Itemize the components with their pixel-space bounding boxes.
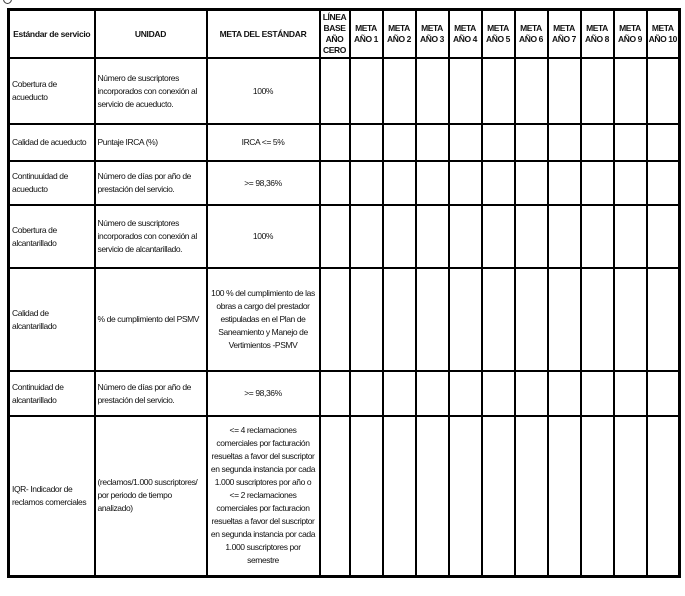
year-value-cell [548, 161, 581, 205]
year-value-cell [581, 205, 614, 268]
year-value-cell [548, 205, 581, 268]
year-value-cell [614, 416, 647, 576]
year-value-cell [449, 161, 482, 205]
year-value-cell [416, 58, 449, 124]
standard-cell: Cobertura de acueducto [9, 58, 95, 124]
year-value-cell [647, 124, 680, 161]
baseline-value-cell [320, 124, 350, 161]
year-value-cell [614, 161, 647, 205]
year-value-cell [647, 205, 680, 268]
year-value-cell [482, 268, 515, 371]
standard-cell: IQR- Indicador de reclamos comerciales [9, 416, 95, 576]
year-value-cell [383, 124, 416, 161]
year-value-cell [581, 371, 614, 416]
year-value-cell [350, 268, 383, 371]
year-value-cell [515, 124, 548, 161]
header-year-7: META AÑO 7 [548, 10, 581, 59]
year-value-cell [383, 161, 416, 205]
year-value-cell [416, 268, 449, 371]
year-value-cell [614, 268, 647, 371]
year-value-cell [383, 205, 416, 268]
year-value-cell [383, 416, 416, 576]
year-value-cell [581, 58, 614, 124]
header-year-8: META AÑO 8 [581, 10, 614, 59]
standard-cell: Calidad de acueducto [9, 124, 95, 161]
table-row-iqr-reclamos [9, 416, 680, 576]
year-value-cell [515, 416, 548, 576]
standard-cell: Continuidad de alcantarillado [9, 371, 95, 416]
year-value-cell [548, 371, 581, 416]
year-value-cell [581, 124, 614, 161]
meta-cell: 100% [207, 58, 320, 124]
header-year-10: META AÑO 10 [647, 10, 680, 59]
year-value-cell [350, 124, 383, 161]
unit-cell: Número de días por año de prestación del servicio. [95, 371, 207, 416]
header-year-9: META AÑO 9 [614, 10, 647, 59]
year-value-cell [614, 205, 647, 268]
baseline-value-cell [320, 161, 350, 205]
cut-off-text-fragment [3, 0, 12, 4]
standard-cell: Calidad de alcantarillado [9, 268, 95, 371]
year-value-cell [449, 205, 482, 268]
baseline-value-cell [320, 205, 350, 268]
standard-cell: Cobertura de alcantarillado [9, 205, 95, 268]
unit-cell: % de cumplimiento del PSMV [95, 268, 207, 371]
meta-cell: <= 4 reclamaciones comerciales por facturación resueltas a favor del suscriptor en segunda instancia por cada 1.000 suscriptores por año o <= 2 reclamaciones comerciales por facturacion resueltas a favor del suscriptor en segunda instancia por cada 1.000 suscriptores por semestre [207, 416, 320, 576]
year-value-cell [515, 58, 548, 124]
year-value-cell [647, 416, 680, 576]
year-value-cell [350, 205, 383, 268]
year-value-cell [482, 161, 515, 205]
header-year-3: META AÑO 3 [416, 10, 449, 59]
year-value-cell [449, 371, 482, 416]
header-year-1: META AÑO 1 [350, 10, 383, 59]
header-year-6: META AÑO 6 [515, 10, 548, 59]
year-value-cell [416, 124, 449, 161]
year-value-cell [449, 268, 482, 371]
year-value-cell [449, 124, 482, 161]
year-value-cell [350, 416, 383, 576]
year-value-cell [647, 268, 680, 371]
table-row-continuidad-acueducto [9, 161, 680, 205]
year-value-cell [482, 205, 515, 268]
year-value-cell [383, 58, 416, 124]
header-unit: UNIDAD [95, 10, 207, 59]
year-value-cell [416, 371, 449, 416]
year-value-cell [614, 371, 647, 416]
meta-cell: IRCA <= 5% [207, 124, 320, 161]
year-value-cell [383, 268, 416, 371]
year-value-cell [515, 161, 548, 205]
year-value-cell [548, 416, 581, 576]
baseline-value-cell [320, 268, 350, 371]
table-row-calidad-alcantarillado [9, 268, 680, 371]
table-row-calidad-acueducto [9, 124, 680, 161]
year-value-cell [614, 58, 647, 124]
year-value-cell [548, 124, 581, 161]
header-year-5: META AÑO 5 [482, 10, 515, 59]
table-row-cobertura-alcantarillado [9, 205, 680, 268]
year-value-cell [416, 161, 449, 205]
header-year-4: META AÑO 4 [449, 10, 482, 59]
unit-cell: Número de suscriptores incorporados con conexión al servicio de alcantarillado. [95, 205, 207, 268]
baseline-value-cell [320, 371, 350, 416]
year-value-cell [647, 371, 680, 416]
unit-cell: Puntaje IRCA (%) [95, 124, 207, 161]
year-value-cell [515, 371, 548, 416]
header-year-2: META AÑO 2 [383, 10, 416, 59]
unit-cell: (reclamos/1.000 suscriptores/ por periodo de tiempo analizado) [95, 416, 207, 576]
year-value-cell [482, 416, 515, 576]
baseline-value-cell [320, 58, 350, 124]
year-value-cell [581, 161, 614, 205]
year-value-cell [350, 371, 383, 416]
year-value-cell [515, 205, 548, 268]
year-value-cell [449, 416, 482, 576]
unit-cell: Número de suscriptores incorporados con conexión al servicio de acueducto. [95, 58, 207, 124]
year-value-cell [548, 58, 581, 124]
year-value-cell [350, 161, 383, 205]
meta-cell: 100 % del cumplimiento de las obras a cargo del prestador estipuladas en el Plan de Saneamiento y Manejo de Vertimientos -PSMV [207, 268, 320, 371]
year-value-cell [416, 416, 449, 576]
meta-cell: >= 98,36% [207, 161, 320, 205]
year-value-cell [416, 205, 449, 268]
year-value-cell [482, 371, 515, 416]
header-row [9, 10, 680, 59]
year-value-cell [614, 124, 647, 161]
year-value-cell [647, 161, 680, 205]
year-value-cell [482, 58, 515, 124]
meta-cell: >= 98,36% [207, 371, 320, 416]
header-meta: META DEL ESTÁNDAR [207, 10, 320, 59]
header-baseline: LÍNEA BASE AÑO CERO [320, 10, 350, 59]
year-value-cell [449, 58, 482, 124]
year-value-cell [515, 268, 548, 371]
table-row-continuidad-alcantarillado [9, 371, 680, 416]
year-value-cell [482, 124, 515, 161]
baseline-value-cell [320, 416, 350, 576]
meta-cell: 100% [207, 205, 320, 268]
standard-cell: Continuuidad de acueducto [9, 161, 95, 205]
year-value-cell [581, 268, 614, 371]
year-value-cell [350, 58, 383, 124]
year-value-cell [581, 416, 614, 576]
year-value-cell [383, 371, 416, 416]
header-standard: Estándar de servicio [9, 10, 95, 59]
year-value-cell [548, 268, 581, 371]
unit-cell: Número de días por año de prestación del servicio. [95, 161, 207, 205]
service-standards-table [7, 8, 681, 578]
table-row-cobertura-acueducto [9, 58, 680, 124]
year-value-cell [647, 58, 680, 124]
